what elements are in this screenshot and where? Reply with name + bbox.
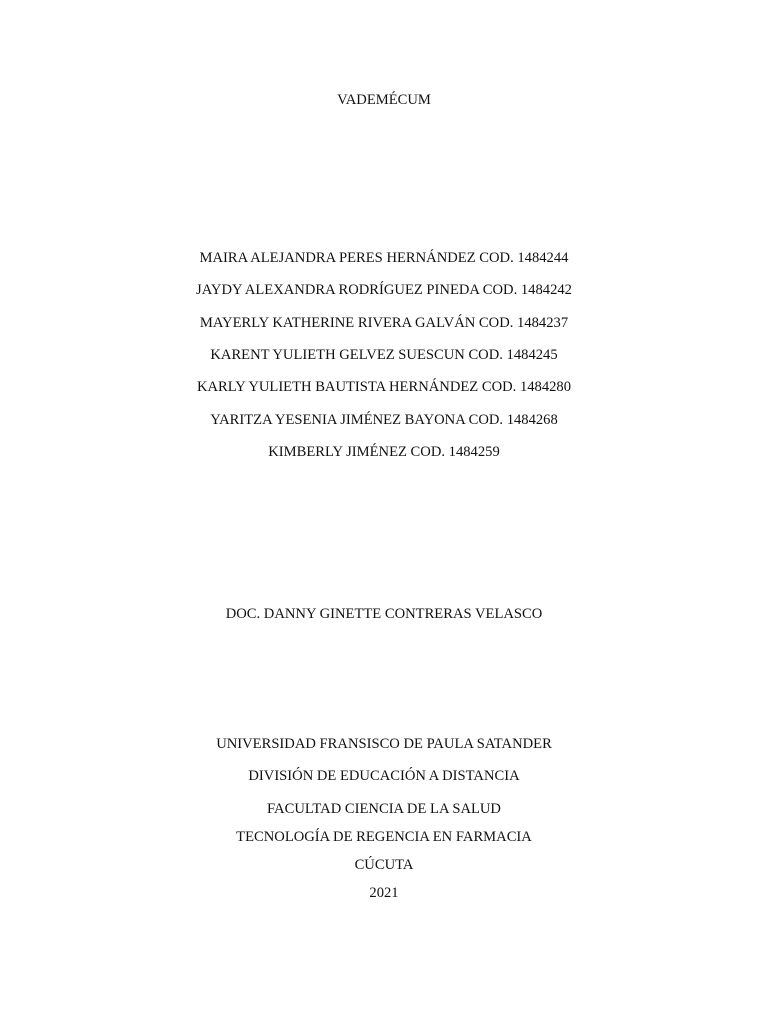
document-year: 2021 [369, 885, 399, 901]
author-line: MAYERLY KATHERINE RIVERA GALVÁN COD. 1484237 [199, 315, 569, 331]
faculty-name: FACULTAD CIENCIA DE LA SALUD [267, 801, 501, 817]
program-name: TECNOLOGÍA DE REGENCIA EN FARMACIA [236, 829, 532, 845]
author-line: KARENT YULIETH GELVEZ SUESCUN COD. 1484245 [210, 347, 558, 363]
teacher-name: DOC. DANNY GINETTE CONTRERAS VELASCO [225, 606, 543, 622]
author-line: YARITZA YESENIA JIMÉNEZ BAYONA COD. 1484268 [210, 412, 558, 428]
author-line: KARLY YULIETH BAUTISTA HERNÁNDEZ COD. 1484280 [196, 379, 572, 395]
author-line: MAIRA ALEJANDRA PERES HERNÁNDEZ COD. 1484244 [199, 250, 569, 266]
city-name: CÚCUTA [354, 857, 414, 873]
document-title: VADEMÉCUM [337, 92, 431, 108]
author-line: JAYDY ALEXANDRA RODRÍGUEZ PINEDA COD. 1484242 [196, 282, 572, 298]
division-name: DIVISIÓN DE EDUCACIÓN A DISTANCIA [248, 768, 520, 784]
university-name: UNIVERSIDAD FRANSISCO DE PAULA SATANDER [216, 736, 552, 752]
author-line: KIMBERLY JIMÉNEZ COD. 1484259 [268, 444, 500, 460]
